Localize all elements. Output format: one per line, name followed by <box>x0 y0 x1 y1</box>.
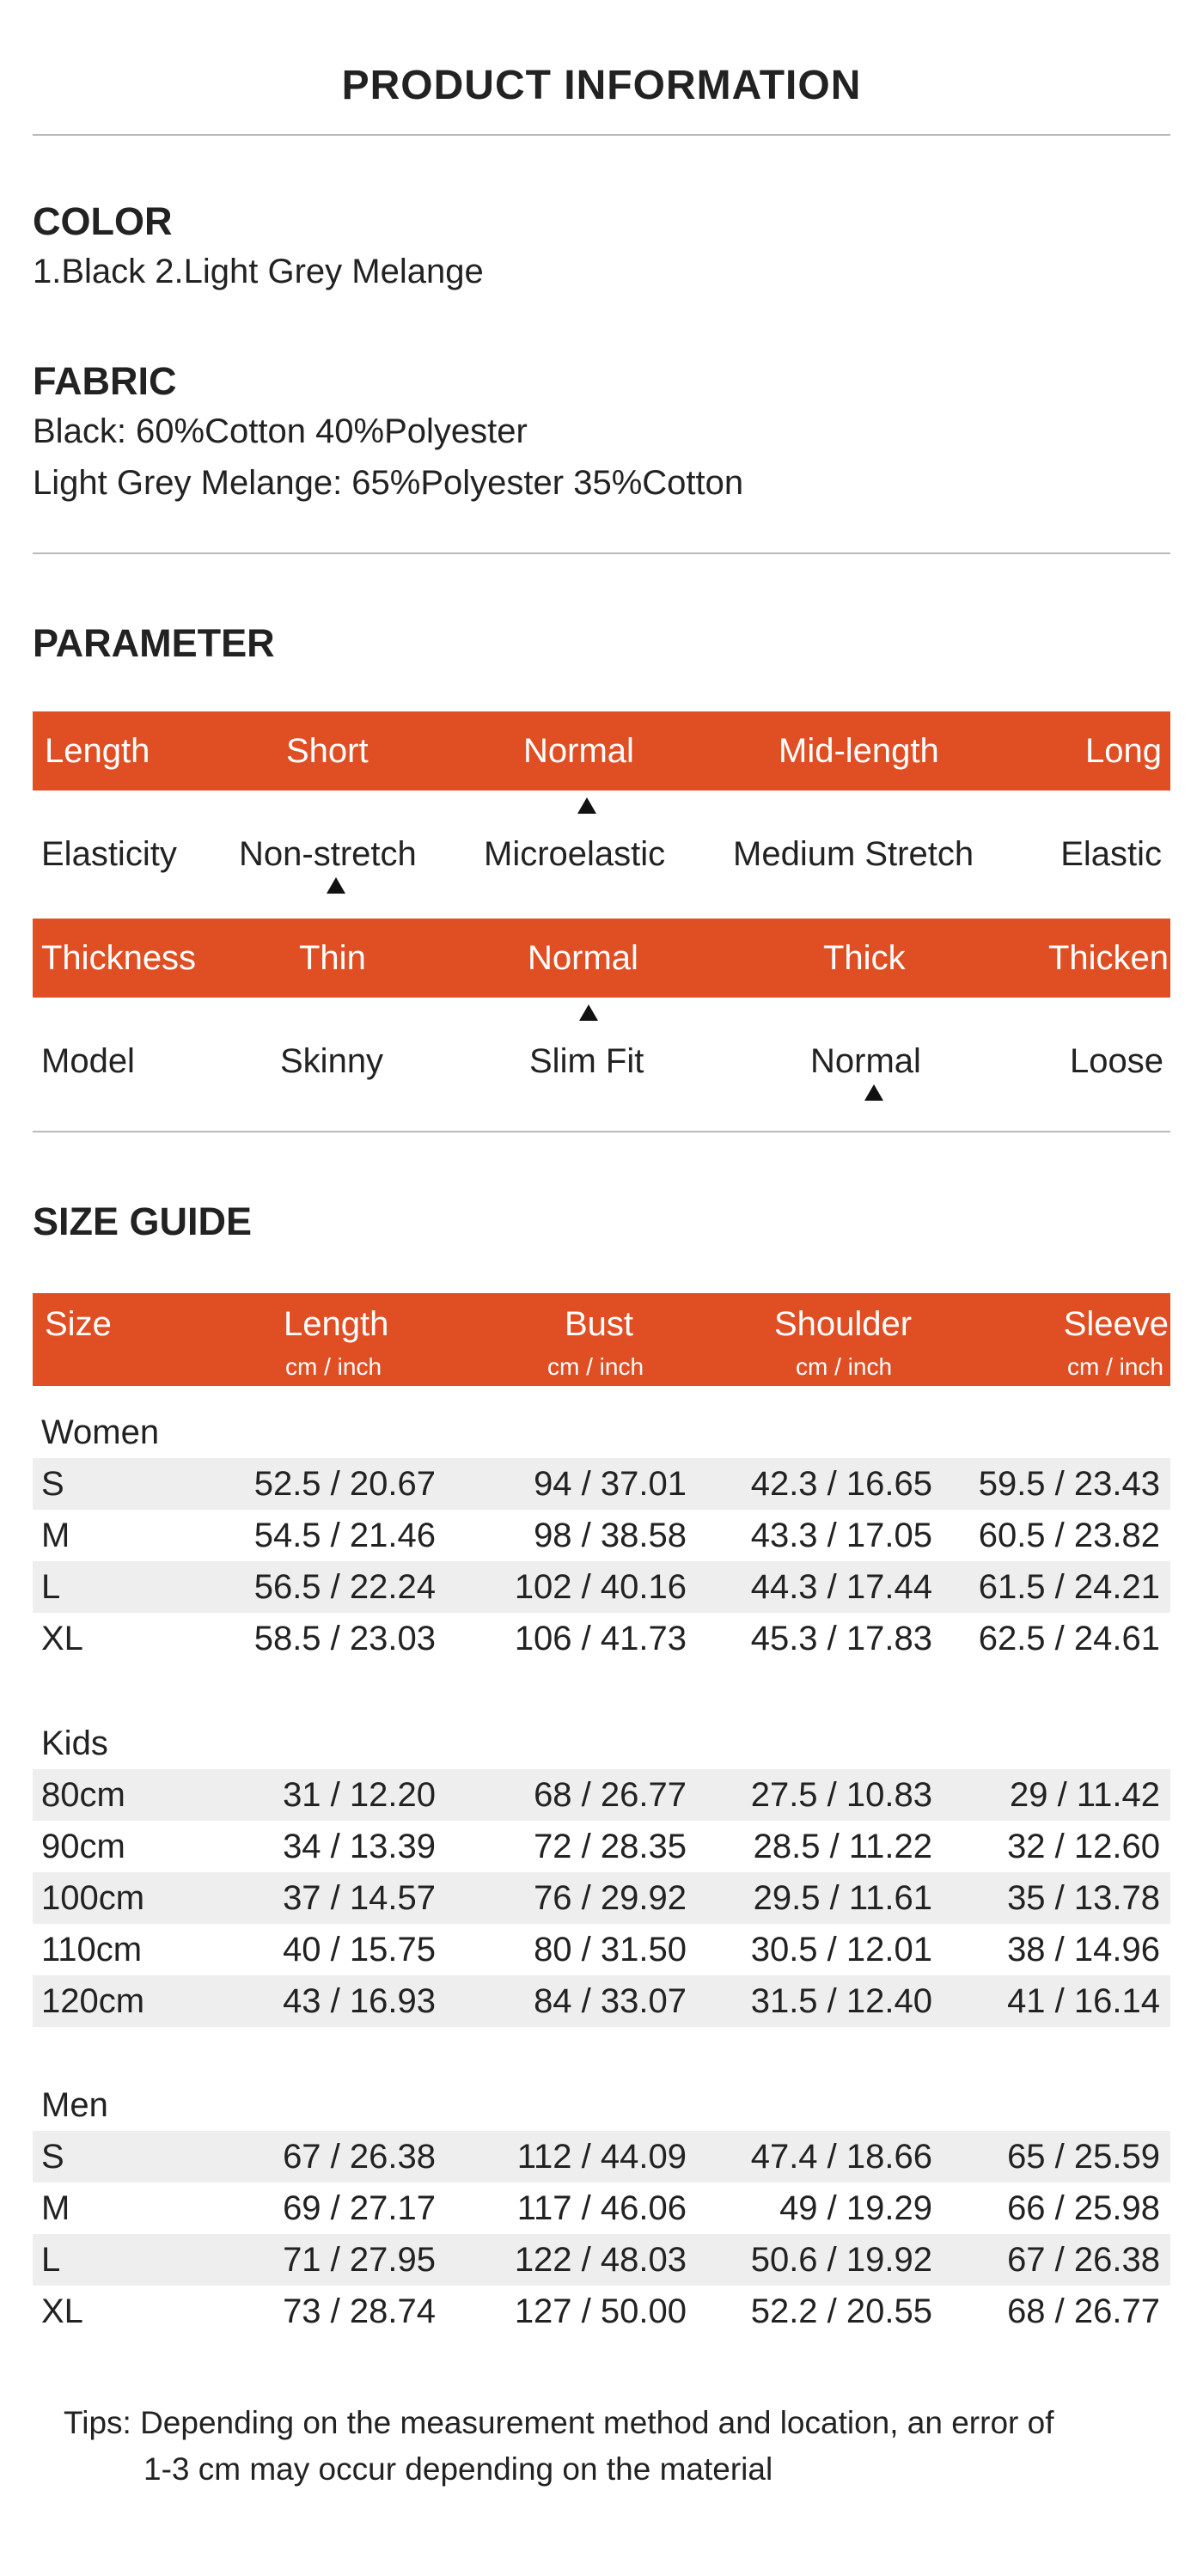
table-cell: 110cm <box>41 1931 143 1969</box>
table-cell: 56.5 / 22.24 <box>253 1568 436 1606</box>
column-unit: cm / inch <box>1066 1353 1163 1380</box>
table-cell: 52.2 / 20.55 <box>750 2292 932 2330</box>
table-row <box>33 2131 1170 2182</box>
table-cell: 45.3 / 17.83 <box>750 1620 932 1657</box>
parameter-row-model <box>33 1022 1170 1101</box>
table-cell: 66 / 25.98 <box>1007 2189 1160 2227</box>
fabric-line: Light Grey Melange: 65%Polyester 35%Cotton <box>33 464 744 502</box>
table-cell: 80 / 31.50 <box>534 1931 687 1969</box>
table-cell: 47.4 / 18.66 <box>750 2138 932 2176</box>
table-cell: 106 / 41.73 <box>514 1620 687 1657</box>
table-cell: 102 / 40.16 <box>514 1568 687 1606</box>
parameter-label: Model <box>41 1042 135 1080</box>
table-cell: 42.3 / 16.65 <box>750 1465 932 1503</box>
selected-marker-icon <box>579 1004 598 1021</box>
table-cell: L <box>41 2241 61 2279</box>
parameter-option: Mid-length <box>779 732 939 770</box>
parameter-label: Thickness <box>41 939 197 977</box>
parameter-option: Normal <box>528 939 638 977</box>
table-cell: 68 / 26.77 <box>534 1776 687 1814</box>
parameter-label: Length <box>45 732 150 770</box>
parameter-heading: PARAMETER <box>33 621 275 665</box>
page-title: PRODUCT INFORMATION <box>341 63 862 108</box>
table-cell: 90cm <box>41 1828 125 1865</box>
column-header-length: Length <box>284 1305 389 1343</box>
parameter-option: Normal <box>523 732 634 770</box>
parameter-option: Thin <box>299 939 366 977</box>
table-cell: 28.5 / 11.22 <box>753 1828 932 1865</box>
parameter-option: Long <box>1085 732 1162 770</box>
fabric-line: Black: 60%Cotton 40%Polyester <box>33 412 528 450</box>
table-cell: 40 / 15.75 <box>283 1931 436 1969</box>
column-unit: cm / inch <box>547 1353 644 1380</box>
table-cell: 31.5 / 12.40 <box>750 1982 932 2020</box>
group-label-men: Men <box>41 2086 108 2124</box>
table-cell: 62.5 / 24.61 <box>978 1620 1160 1657</box>
tips-note <box>64 2400 1181 2493</box>
table-row <box>33 1821 1170 1872</box>
table-cell: 43 / 16.93 <box>283 1982 436 2020</box>
table-cell: 54.5 / 21.46 <box>253 1517 436 1554</box>
table-cell: 94 / 37.01 <box>534 1465 687 1503</box>
table-cell: 84 / 33.07 <box>534 1982 687 2020</box>
table-cell: 122 / 48.03 <box>514 2241 687 2279</box>
table-cell: 65 / 25.59 <box>1007 2138 1160 2176</box>
parameter-option: Short <box>286 732 369 770</box>
group-label-women: Women <box>41 1413 160 1451</box>
table-cell: 72 / 28.35 <box>534 1828 687 1865</box>
table-cell: 29 / 11.42 <box>1010 1776 1160 1814</box>
parameter-option: Elastic <box>1060 835 1162 873</box>
table-cell: M <box>41 2189 70 2227</box>
table-row <box>33 2286 1170 2337</box>
table-cell: 52.5 / 20.67 <box>253 1465 436 1503</box>
parameter-row-elasticity <box>33 815 1170 894</box>
selected-marker-icon <box>864 1084 883 1101</box>
parameter-option: Medium Stretch <box>733 835 974 873</box>
table-cell: 30.5 / 12.01 <box>750 1931 932 1969</box>
parameter-option: Microelastic <box>484 835 666 873</box>
column-header-bust: Bust <box>565 1305 634 1343</box>
table-cell: 80cm <box>41 1776 125 1814</box>
table-cell: 67 / 26.38 <box>1007 2241 1160 2279</box>
size-guide-heading: SIZE GUIDE <box>33 1199 253 1243</box>
table-cell: S <box>41 2138 64 2176</box>
column-unit: cm / inch <box>285 1353 382 1380</box>
table-cell: 43.3 / 17.05 <box>750 1517 932 1554</box>
table-cell: 60.5 / 23.82 <box>978 1517 1160 1554</box>
table-row <box>33 1561 1170 1613</box>
table-cell: 73 / 28.74 <box>283 2292 436 2330</box>
table-cell: 71 / 27.95 <box>283 2241 436 2279</box>
parameter-option: Loose <box>1070 1042 1163 1080</box>
parameter-option: Slim Fit <box>529 1042 644 1080</box>
color-text: 1.Black 2.Light Grey Melange <box>33 253 484 290</box>
table-cell: 41 / 16.14 <box>1007 1982 1160 2020</box>
table-cell: 67 / 26.38 <box>283 2138 436 2176</box>
table-cell: M <box>41 1517 70 1554</box>
table-row <box>33 1924 1170 1975</box>
table-cell: 120cm <box>41 1982 145 2020</box>
table-cell: 38 / 14.96 <box>1007 1931 1160 1969</box>
table-cell: 117 / 46.06 <box>516 2189 687 2227</box>
parameter-option: Normal <box>810 1042 921 1080</box>
table-cell: 49 / 19.29 <box>779 2189 932 2227</box>
tips-line: 1-3 cm may occur depending on the material <box>144 2451 773 2487</box>
table-cell: 112 / 44.09 <box>516 2138 687 2176</box>
parameter-label: Elasticity <box>41 835 177 873</box>
table-row <box>33 1769 1170 1821</box>
column-unit: cm / inch <box>796 1353 893 1380</box>
table-cell: S <box>41 1465 64 1503</box>
divider <box>33 1131 1170 1132</box>
table-row <box>33 1872 1170 1924</box>
table-cell: 68 / 26.77 <box>1007 2292 1160 2330</box>
parameter-row-thickness <box>33 919 1170 998</box>
column-header-shoulder: Shoulder <box>774 1305 913 1343</box>
table-row <box>33 2234 1170 2286</box>
divider <box>33 134 1170 136</box>
table-row <box>33 1613 1170 1664</box>
table-cell: 98 / 38.58 <box>534 1517 687 1554</box>
table-cell: 59.5 / 23.43 <box>978 1465 1160 1503</box>
table-cell: 100cm <box>41 1879 145 1917</box>
table-cell: 29.5 / 11.61 <box>753 1879 932 1917</box>
selected-marker-icon <box>577 797 596 814</box>
table-cell: 44.3 / 17.44 <box>750 1568 932 1606</box>
table-cell: 127 / 50.00 <box>514 2292 687 2330</box>
color-heading: COLOR <box>33 199 173 243</box>
table-cell: XL <box>41 1620 83 1657</box>
parameter-option: Skinny <box>280 1042 384 1080</box>
column-header-size: Size <box>45 1305 112 1343</box>
divider <box>33 552 1170 554</box>
column-header-sleeve: Sleeve <box>1063 1305 1169 1343</box>
table-cell: 31 / 12.20 <box>283 1776 436 1814</box>
table-cell: 50.6 / 19.92 <box>750 2241 932 2279</box>
parameter-option: Thicken <box>1047 939 1169 977</box>
table-cell: 69 / 27.17 <box>283 2189 436 2227</box>
tips-line: Tips: Depending on the measurement method and location, an error of <box>64 2405 1054 2440</box>
table-cell: 58.5 / 23.03 <box>253 1620 436 1657</box>
table-cell: 76 / 29.92 <box>534 1879 687 1917</box>
table-cell: 27.5 / 10.83 <box>750 1776 932 1814</box>
table-cell: 34 / 13.39 <box>283 1828 436 1865</box>
table-cell: XL <box>41 2292 83 2330</box>
parameter-option: Thick <box>823 939 906 977</box>
parameter-option: Non-stretch <box>239 835 417 873</box>
table-row <box>33 1975 1170 2027</box>
table-row <box>33 1458 1170 1510</box>
table-cell: 61.5 / 24.21 <box>978 1568 1160 1606</box>
table-row <box>33 2182 1170 2234</box>
size-table-header <box>33 1293 1170 1386</box>
fabric-heading: FABRIC <box>33 359 177 403</box>
table-cell: 32 / 12.60 <box>1007 1828 1160 1865</box>
parameter-row-length <box>33 711 1170 791</box>
table-cell: 35 / 13.78 <box>1007 1879 1160 1917</box>
table-cell: L <box>41 1568 61 1606</box>
selected-marker-icon <box>327 877 345 894</box>
table-row <box>33 1510 1170 1561</box>
table-cell: 37 / 14.57 <box>283 1879 436 1917</box>
group-label-kids: Kids <box>41 1724 108 1762</box>
